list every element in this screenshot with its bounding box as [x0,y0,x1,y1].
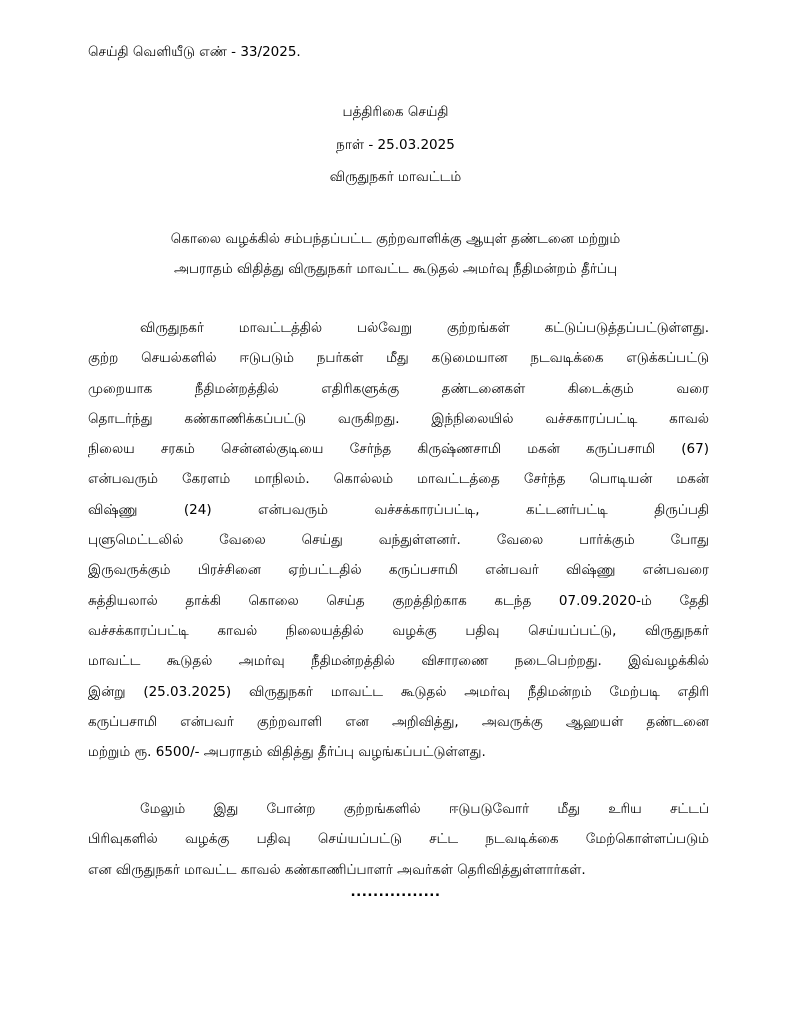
release-number: செய்தி வெளியீடு எண் - 33/2025. [88,44,301,60]
paragraph-line: இருவருக்கும் பிரச்சினை ஏற்பட்டதில் கருப்பசாமி என்பவர் விஷ்ணு என்பவரை [88,562,709,579]
paragraph-line: தொடர்ந்து கண்காணிக்கப்பட்டு வருகிறது. இந்நிலையில் வச்சகாரப்பட்டி காவல் [88,410,709,427]
paragraph-line: சுத்தியலால் தாக்கி கொலை செய்த குறத்திற்காக கடந்த 07.09.2020-ம் தேதி [88,592,709,609]
paragraph-line: என விருதுநகர் மாவட்ட காவல் கண்காணிப்பாளர் அவர்கள் தெரிவித்துள்ளார்கள். [88,861,586,878]
paragraph-line: மாவட்ட கூடுதல் அமர்வு நீதிமன்றத்தில் விசாரணை நடைபெற்றது. இவ்வழக்கில் [88,653,709,670]
paragraph-line: மற்றும் ரூ. 6500/- அபராதம் விதித்து தீர்ப்பு வழங்கப்பட்டுள்ளது. [88,744,486,761]
document-title: பத்திரிகை செய்தி [342,104,449,120]
paragraph-line: வச்சக்காரப்பட்டி காவல் நிலையத்தில் வழக்கு பதிவு செய்யப்பட்டு, விருதுநகர் [88,622,709,639]
paragraph-line: மேலும் இது போன்ற குற்றங்களில் ஈடுபடுவோர் மீது உரிய சட்டப் [140,801,709,817]
body-paragraph-2 [88,794,709,885]
paragraph-line: குற்ற செயல்களில் ஈடுபடும் நபர்கள் மீது கடுமையான நடவடிக்கை எடுக்கப்பட்டு [88,350,709,367]
paragraph-line: கருப்பசாமி என்பவர் குற்றவாளி என அறிவித்து, அவருக்கு ஆஹயள் தண்டனை [88,713,709,730]
body-paragraph-1 [88,313,709,767]
paragraph-line: முறையாக நீதிமன்றத்தில் எதிரிகளுக்கு தண்டனைகள் கிடைக்கும் வரை [88,380,709,397]
paragraph-line: நிலைய சரகம் சென்னல்குடியை சேர்ந்த கிருஷ்ணசாமி மகன் கருப்பசாமி (67) [88,441,709,458]
paragraph-line: இன்று (25.03.2025) விருதுநகர் மாவட்ட கூடுதல் அமர்வு நீதிமன்றம் மேற்படி எதிரி [88,683,709,700]
paragraph-line: புளுமெட்டலில் வேலை செய்து வந்துள்ளனர். வேலை பார்க்கும் போது [88,532,709,549]
end-marks: ................ [350,884,441,900]
paragraph-line: விருதுநகர் மாவட்டத்தில் பல்வேறு குற்றங்கள் கட்டுப்படுத்தப்பட்டுள்ளது. [140,320,709,336]
paragraph-line: பிரிவுகளில் வழக்கு பதிவு செய்யப்பட்டு சட்ட நடவடிக்கை மேற்கொள்ளப்படும் [88,831,709,848]
paragraph-line: விஷ்ணு (24) என்பவரும் வச்சக்காரப்பட்டி, கட்டனர்பட்டி திருப்பதி [88,501,709,518]
document-date: நாள் - 25.03.2025 [336,137,455,153]
district-name: விருதுநகர் மாவட்டம் [329,169,462,185]
headline-line-2: அபராதம் விதித்து விருதுநகர் மாவட்ட கூடுதல் அமர்வு நீதிமன்றம் தீர்ப்பு [173,261,618,277]
paragraph-line: என்பவரும் கேரளம் மாநிலம். கொல்லம் மாவட்டத்தை சேர்ந்த பொடியன் மகன் [88,471,709,488]
headline-line-1: கொலை வழக்கில் சம்பந்தப்பட்ட குற்றவாளிக்கு ஆயுள் தண்டனை மற்றும் [170,231,621,247]
